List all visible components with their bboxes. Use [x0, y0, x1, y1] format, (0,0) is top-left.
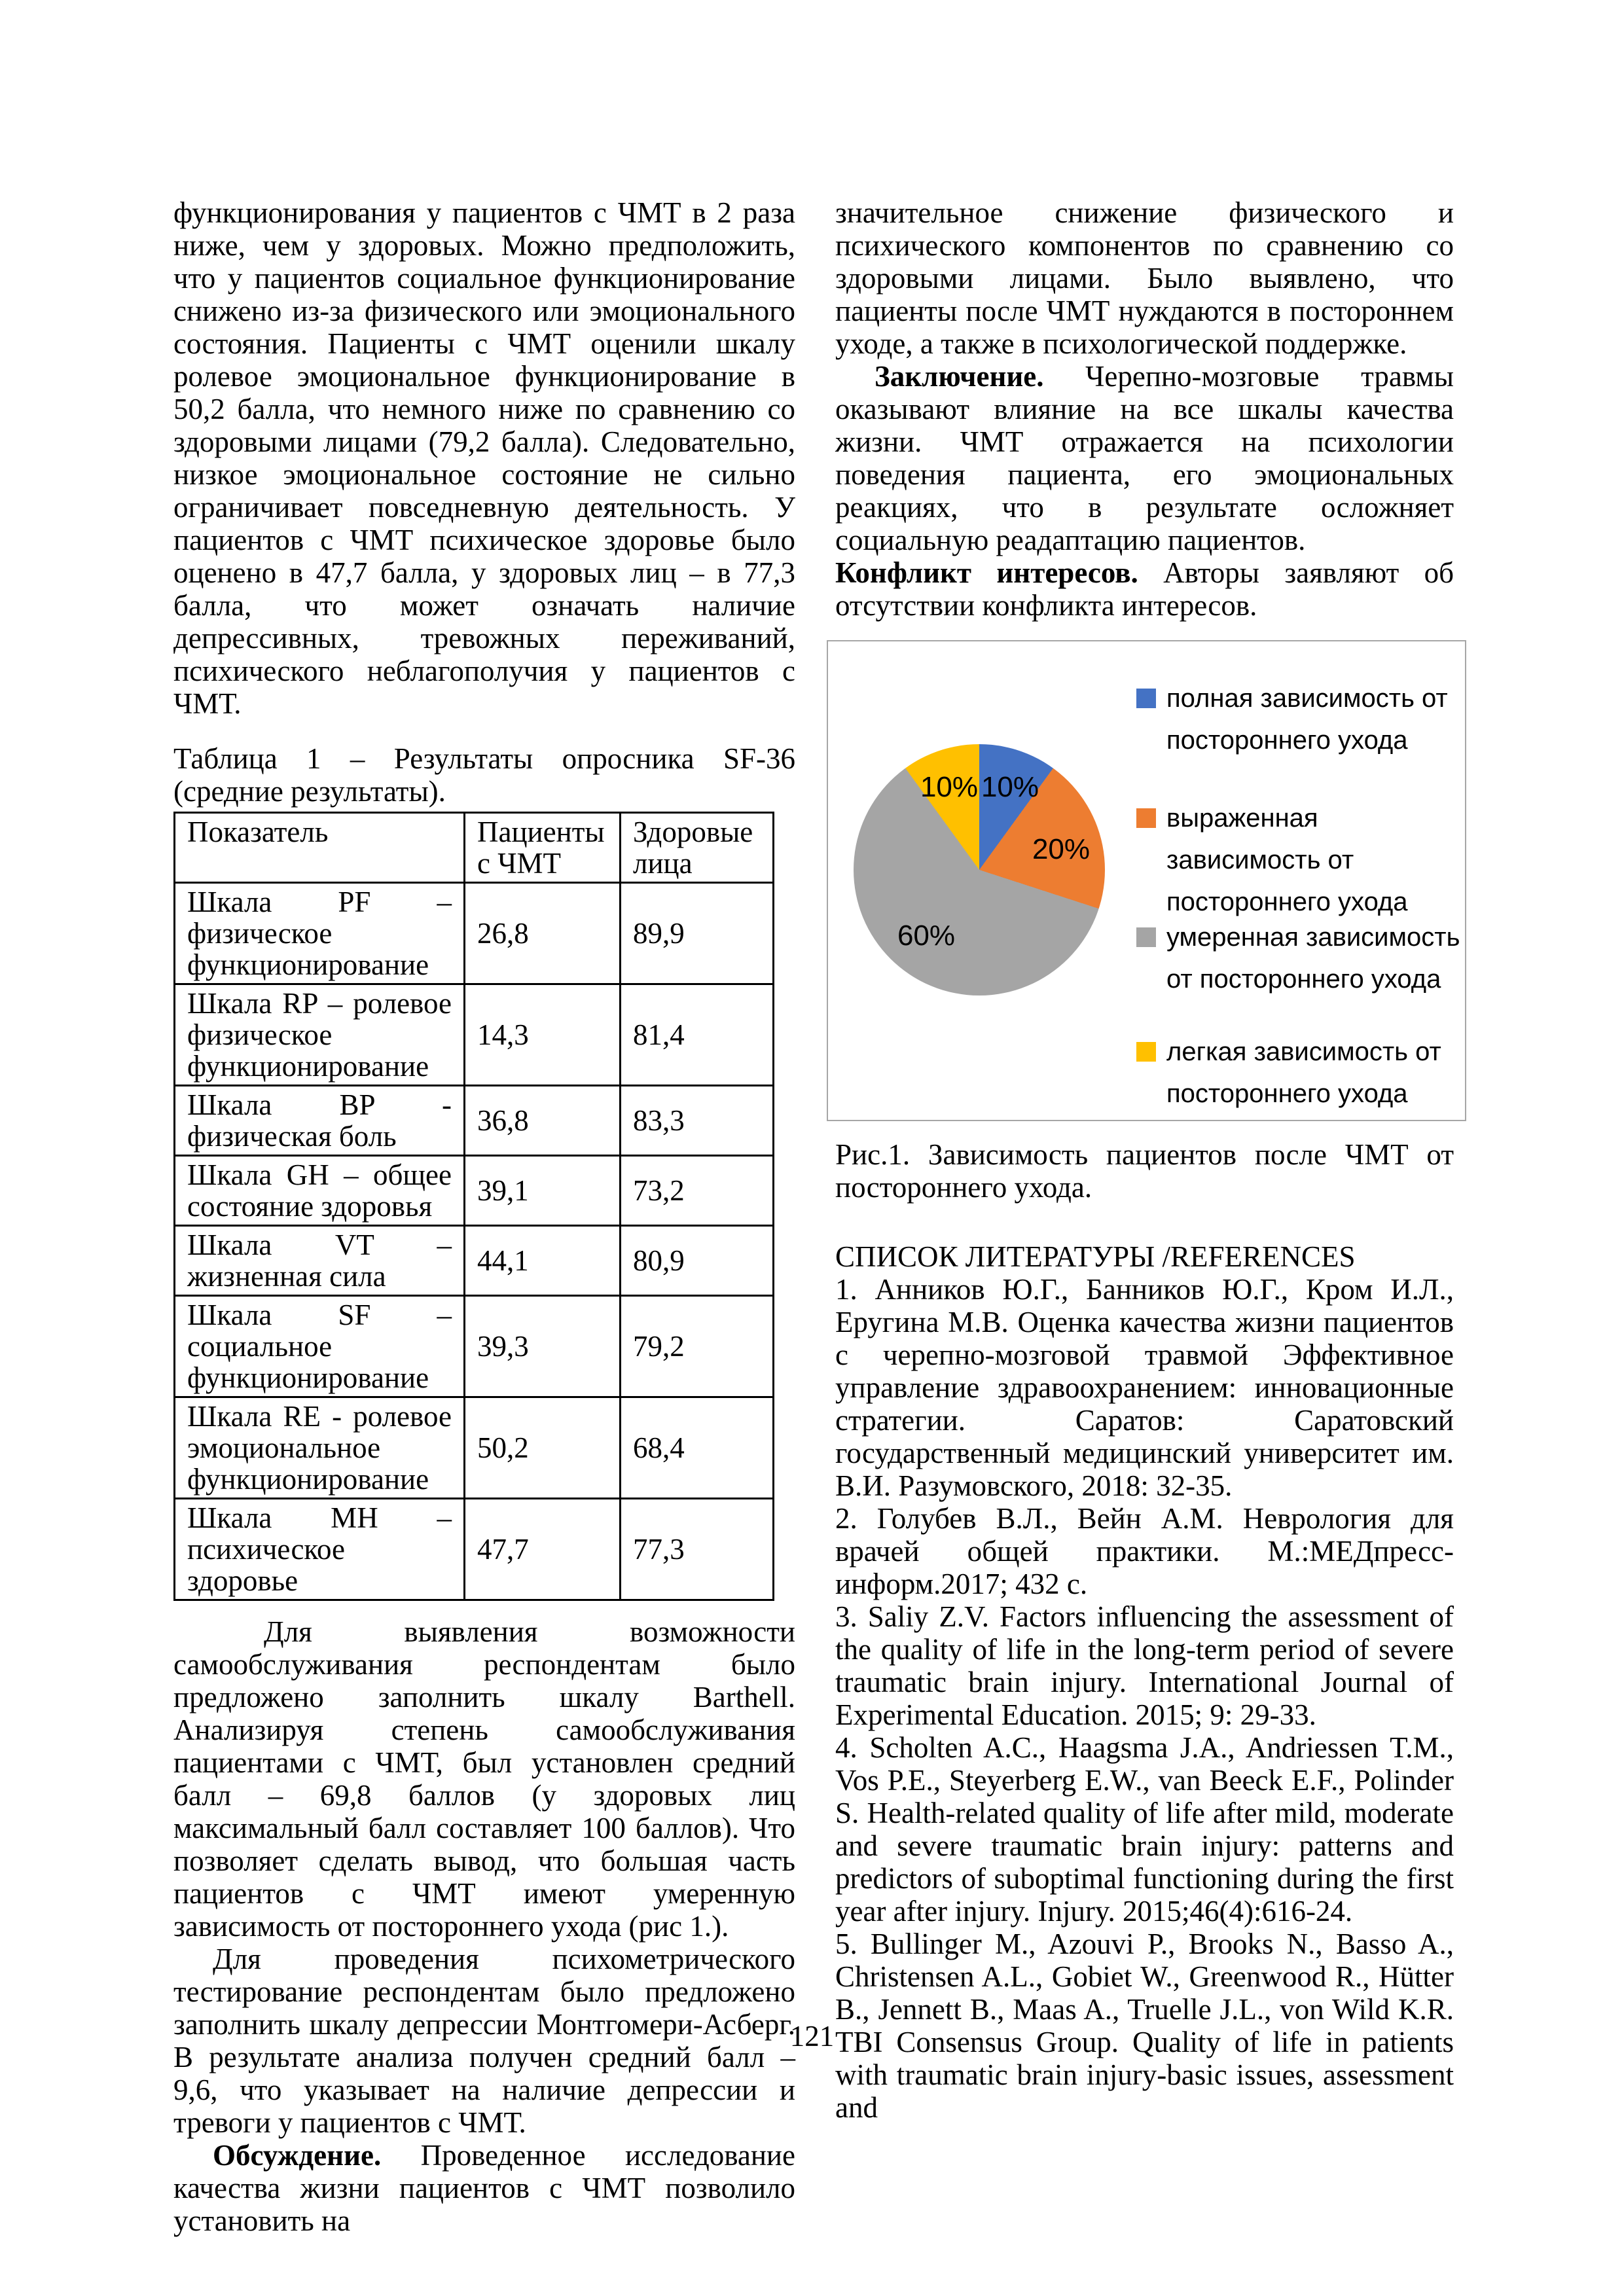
- left-column: [173, 196, 795, 2237]
- conclusion-text: Черепно-мозговые травмы оказывают влияние на все шкалы качества жизни. ЧМТ отражается на психологии поведения пациента, его эмоциональных реакциях, что в результате осложняет социальную реадаптацию пациентов.: [835, 360, 1454, 556]
- table-cell-indicator: Шкала VT – жизненная сила: [175, 1226, 465, 1296]
- table-cell-tbi: 26,8: [465, 883, 621, 984]
- pie-label-pronounced-dependence: 20%: [1032, 833, 1091, 865]
- body-paragraph: функционирования у пациентов с ЧМТ в 2 раза ниже, чем у здоровых. Можно предположить, что у пациентов социальное функционирование снижено из-за физического или эмоционального состояния. Пациенты с ЧМТ оценили шкалу ролевое эмоциональное функционирование в 50,2 балла, что немного ниже по сравнению со здоровыми лицами (79,2 балла). Следовательно, низкое эмоциональное состояние не сильно ограничивает повседневную деятельность. У пациентов с ЧМТ психическое здоровье было оценено в 47,7 балла, у здоровых лиц – в 77,3 балла, что может означать наличие депрессивных, тревожных переживаний, психического неблагополучия у пациентов с ЧМТ.: [173, 196, 795, 720]
- table-cell-tbi: 36,8: [465, 1086, 621, 1156]
- legend-label: полная зависимость от постороннего ухода: [1166, 684, 1448, 755]
- pie-label-moderate-dependence: 60%: [897, 920, 956, 952]
- table-header-healthy: Здоровые лица: [621, 813, 774, 883]
- table-cell-indicator: Шкала BP - физическая боль: [175, 1086, 465, 1156]
- table-caption: Таблица 1 – Результаты опросника SF-36 (средние результаты).: [173, 742, 795, 808]
- table-cell-healthy: 79,2: [621, 1296, 774, 1397]
- reference-item: 1. Анников Ю.Г., Банников Ю.Г., Кром И.Л., Еругина М.В. Оценка качества жизни пациентов с черепно-мозговой травмой Эффективное управление здравоохранением: инновационные стратегии. Саратов: Саратовский государственный медицинский университет им. В.И. Разумовского, 2018: 32-35.: [835, 1273, 1454, 1502]
- table-cell-indicator: Шкала RE - ролевое эмоциональное функционирование: [175, 1397, 465, 1499]
- body-paragraph: Для проведения психометрического тестирование респондентам было предложено заполнить шкалу депрессии Монтгомери-Асберг. В результате анализа получен средний балл – 9,6, что указывает на наличие депрессии и тревоги у пациентов с ЧМТ.: [173, 1943, 795, 2139]
- conclusion-label: Заключение.: [875, 360, 1044, 393]
- legend-swatch-blue: [1136, 689, 1156, 708]
- conflict-paragraph: [835, 556, 1454, 622]
- table-cell-healthy: 80,9: [621, 1226, 774, 1296]
- table-header-row: [175, 813, 774, 883]
- table-cell-indicator: Шкала PF – физическое функционирование: [175, 883, 465, 984]
- legend-item-full-dependence: [1136, 677, 1461, 761]
- table-row: [175, 1397, 774, 1499]
- table-cell-tbi: 50,2: [465, 1397, 621, 1499]
- conflict-label: Конфликт интересов.: [835, 556, 1138, 589]
- table-row: [175, 984, 774, 1086]
- chart-legend: [1136, 641, 1464, 1120]
- table-row: [175, 1296, 774, 1397]
- table-cell-tbi: 44,1: [465, 1226, 621, 1296]
- table-cell-healthy: 89,9: [621, 883, 774, 984]
- figure-caption: Рис.1. Зависимость пациентов после ЧМТ от постороннего ухода.: [835, 1138, 1454, 1204]
- table-cell-indicator: Шкала RP – ролевое физическое функционирование: [175, 984, 465, 1086]
- table-cell-tbi: 14,3: [465, 984, 621, 1086]
- table-cell-tbi: 39,3: [465, 1296, 621, 1397]
- pie-label-full-dependence: 10%: [981, 771, 1039, 803]
- conflict-text: Авторы заявляют об отсутствии конфликта интересов.: [835, 556, 1454, 622]
- table-cell-healthy: 68,4: [621, 1397, 774, 1499]
- table-cell-indicator: Шкала SF – социальное функционирование: [175, 1296, 465, 1397]
- reference-item: 3. Saliy Z.V. Factors influencing the assessment of the quality of life in the long-term period of severe traumatic brain injury. International Journal of Experimental Education. 2015; 9: 29-33.: [835, 1600, 1454, 1731]
- reference-item: 5. Bullinger M., Azouvi P., Brooks N., Basso A., Christensen A.L., Gobiet W., Greenwood R., Hütter B., Jennett B., Maas A., Truelle J.L., von Wild K.R. TBI Consensus Group. Quality of life in patients with traumatic brain injury-basic issues, assessment and: [835, 1928, 1454, 2124]
- table-cell-indicator: Шкала GH – общее состояние здоровья: [175, 1156, 465, 1226]
- right-column: [835, 196, 1460, 2124]
- table-cell-healthy: 77,3: [621, 1499, 774, 1600]
- table-row: [175, 1226, 774, 1296]
- table-header-indicator: Показатель: [175, 813, 465, 883]
- table-row: [175, 883, 774, 984]
- sf36-results-table: [173, 812, 774, 1601]
- legend-label: выраженная зависимость от постороннего ухода: [1166, 804, 1408, 916]
- table-row: [175, 1499, 774, 1600]
- body-paragraph: значительное снижение физического и психического компонентов по сравнению со здоровыми лицами. Было выявлено, что пациенты после ЧМТ нуждаются в постороннем уходе, а также в психологической поддержке.: [835, 196, 1454, 360]
- table-row: [175, 1086, 774, 1156]
- body-paragraph: Для выявления возможности самообслуживания респондентам было предложено заполнить шкалу Barthell. Анализируя степень самообслуживания пациентами с ЧМТ, был установлен средний балл – 69,8 баллов (у здоровых лиц максимальный балл составляет 100 баллов). Что позволяет сделать вывод, что большая часть пациентов с ЧМТ имеют умеренную зависимость от постороннего ухода (рис 1.).: [173, 1615, 795, 1943]
- reference-item: 2. Голубев В.Л., Вейн А.М. Неврология для врачей общей практики. М.:МЕДпресс-информ.2017; 432 с.: [835, 1502, 1454, 1600]
- legend-label: легкая зависимость от постороннего ухода: [1166, 1037, 1441, 1108]
- pie-chart: [854, 744, 1105, 996]
- table-cell-healthy: 81,4: [621, 984, 774, 1086]
- table-cell-tbi: 47,7: [465, 1499, 621, 1600]
- page-number: 121: [789, 2020, 835, 2053]
- table-cell-healthy: 83,3: [621, 1086, 774, 1156]
- legend-label: умеренная зависимость от постороннего ухода: [1166, 923, 1460, 994]
- legend-item-light-dependence: [1136, 1031, 1461, 1115]
- legend-swatch-orange: [1136, 808, 1156, 828]
- discussion-text: Проведенное исследование качества жизни пациентов с ЧМТ позволило установить на: [173, 2139, 795, 2237]
- table-cell-healthy: 73,2: [621, 1156, 774, 1226]
- conclusion-paragraph: [835, 360, 1454, 556]
- legend-swatch-gray: [1136, 927, 1156, 947]
- table-header-tbi-patients: Пациенты с ЧМТ: [465, 813, 621, 883]
- pie-label-light-dependence: 10%: [920, 771, 979, 803]
- discussion-paragraph: [173, 2139, 795, 2237]
- discussion-label: Обсуждение.: [213, 2139, 382, 2172]
- legend-item-pronounced-dependence: [1136, 797, 1461, 923]
- table-row: [175, 1156, 774, 1226]
- table-cell-tbi: 39,1: [465, 1156, 621, 1226]
- table-cell-indicator: Шкала MH – психическое здоровье: [175, 1499, 465, 1600]
- references-title: СПИСОК ЛИТЕРАТУРЫ /REFERENCES: [835, 1240, 1356, 1273]
- reference-item: 4. Scholten A.C., Haagsma J.A., Andriessen T.M., Vos P.E., Steyerberg E.W., van Beeck E.F., Polinder S. Health-related quality of life after mild, moderate and severe traumatic brain injury: patterns and predictors of suboptimal functioning during the first year after injury. Injury. 2015;46(4):616-24.: [835, 1731, 1454, 1928]
- legend-item-moderate-dependence: [1136, 916, 1461, 1000]
- figure-1-chart: [827, 640, 1466, 1121]
- legend-swatch-yellow: [1136, 1042, 1156, 1062]
